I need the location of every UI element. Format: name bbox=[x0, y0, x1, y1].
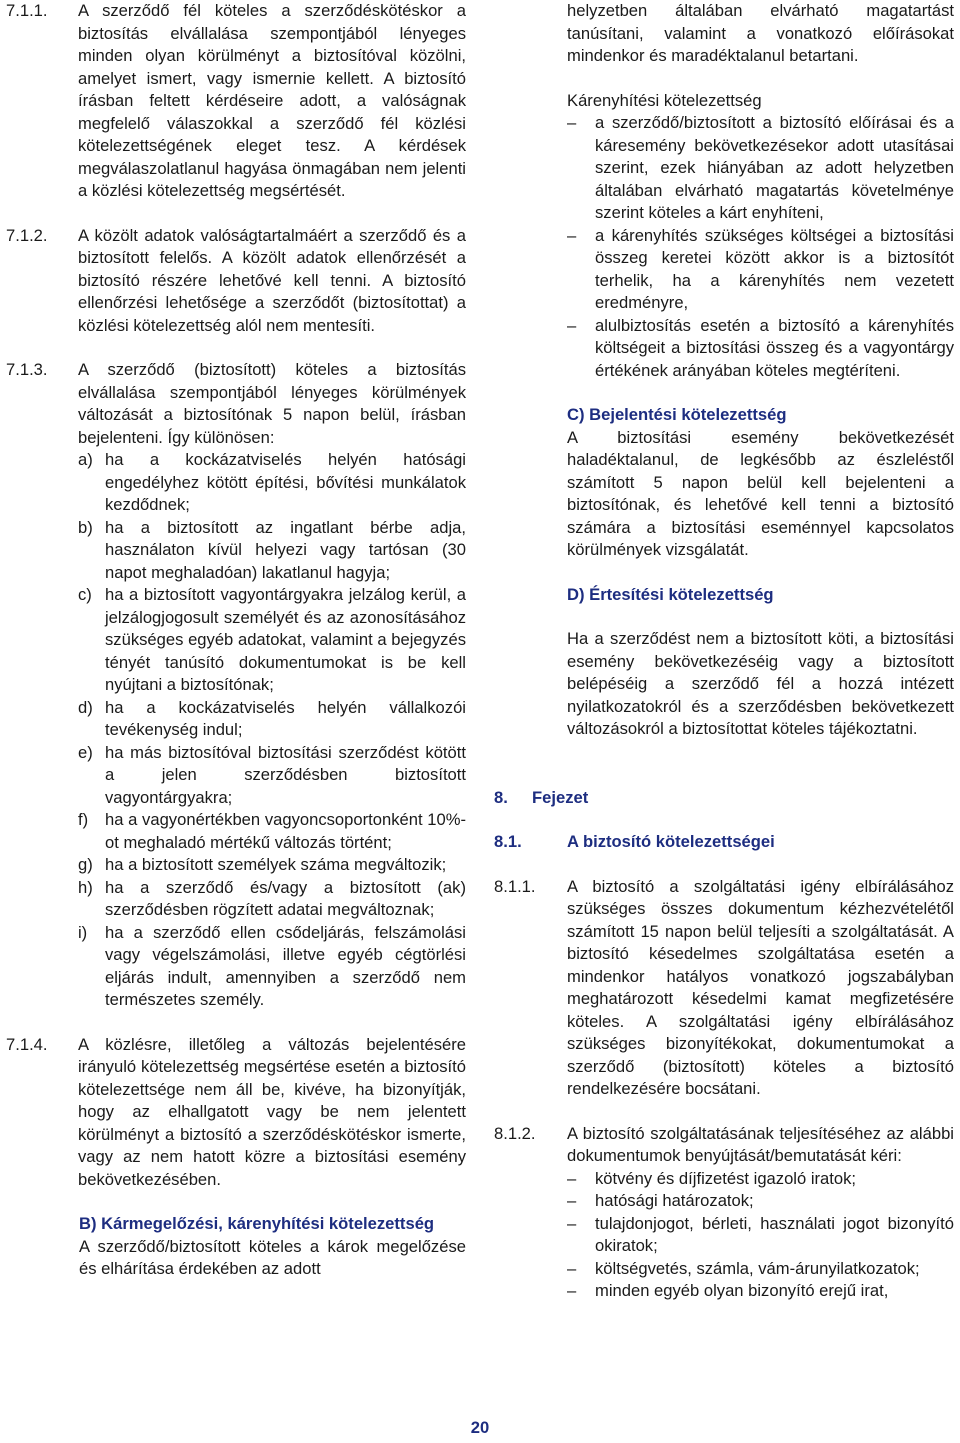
clause-number: 7.1.3. bbox=[6, 360, 48, 379]
list-marker: i) bbox=[78, 922, 88, 942]
list-item-text: ha a szerződő ellen csődeljárás, felszámolási vagy végelszámolási, illetve egyéb cégtörlési eljárás indult, amennyiben a szerződő nem természetes személy. bbox=[105, 922, 466, 1009]
right-column bbox=[494, 0, 954, 1303]
list-item-text: minden egyéb olyan bizonyító erejű irat, bbox=[595, 1281, 889, 1300]
section-d-text: Ha a szerződést nem a biztosított köti, a biztosítási esemény bekövetkezéséig vagy a biztosított belépéséig a szerződő fél a hozzá intézett nyilatkozatokról és a szerződésben bekövetkezett változásokról a biztosítottat köteles tájékoztatni. bbox=[567, 629, 954, 738]
clause-number: 8.1.1. bbox=[494, 876, 536, 896]
continued-text: helyzetben általában elvárható magatartást tanúsítani, valamint a vonatkozó előírásokat mindenkor és maradéktalanul betartani. bbox=[567, 1, 954, 65]
list-item bbox=[78, 877, 466, 922]
section-b-heading: B) Kármegelőzési, kárenyhítési kötelezettség bbox=[79, 1214, 435, 1233]
list-item bbox=[78, 697, 466, 742]
list-marker: – bbox=[567, 1281, 577, 1300]
list-marker: – bbox=[567, 113, 577, 132]
chapter-number: 8. bbox=[494, 787, 508, 807]
section-d-heading: D) Értesítési kötelezettség bbox=[567, 584, 774, 604]
clause-8-1-1 bbox=[494, 876, 954, 1101]
list-item-text: hatósági határozatok; bbox=[595, 1191, 754, 1210]
list-item-text: ha a biztosított vagyontárgyakra jelzálog kerül, a jelzálogjogosult személyét és az azonosításához szükséges egyéb adatokat, valamint a bejegyzés tényét tanúsító dokumentumokat is be kell nyújtani a biztosítónak; bbox=[105, 585, 466, 694]
clause-8-1-2 bbox=[494, 1123, 954, 1303]
section-b-text: A szerződő/biztosított köteles a károk megelőzése és elhárítása érdekében az adott bbox=[79, 1236, 466, 1278]
clause-text: A biztosító a szolgáltatási igény elbírálásához szükséges összes dokumentum kézhezvételétől számított 15 napon belül teljesíti a szolgáltatását. A biztosító késedelmes szolgáltatása esetén a mindenkor hatályos vonatkozó jogszabályban meghatározott késedelmi kamat megfizetésére köteles. A szolgáltatási igény elbírálásához szükséges bizonyítékokat, dokumentumokat a szerződő (biztosított) köteles a biztosító rendelkezésére bocsátani. bbox=[567, 876, 954, 1098]
clause-number: 7.1.4. bbox=[6, 1034, 48, 1054]
clause-text: A szerződő (biztosított) köteles a biztosítás elvállalása szempontjából lényeges körülmények változását a biztosítónak 5 napon belül, írásban bejelenteni. Így különösen: bbox=[78, 360, 466, 447]
clause-text: A közlésre, illetőleg a változás bejelentésére irányuló kötelezettség megsértése esetén a biztosító kötelezettsége nem áll be, kivéve, ha bizonyítják, hogy az elhallgatott vagy be nem jelentett körülményt a biztosító a szerződéskötéskor ismerte, vagy az nem hatott közre a biztosítási esemény bekövetkezésében. bbox=[78, 1034, 466, 1189]
list-item-text: ha más biztosítóval biztosítási szerződést kötött a jelen szerződésben biztosított vagyontárgyakra; bbox=[105, 742, 466, 807]
list-item-text: tulajdonjogot, bérleti, használati jogot bizonyító okiratok; bbox=[595, 1213, 954, 1255]
section-title: A biztosító kötelezettségei bbox=[567, 832, 775, 851]
list-marker: h) bbox=[78, 877, 93, 897]
list-item bbox=[78, 449, 466, 517]
list-item bbox=[567, 1190, 954, 1213]
clause-text: A szerződő fél köteles a szerződéskötéskor a biztosítás elvállalása szempontjából lényeges minden olyan körülményt a biztosítóval közölni, amelyet ismert, vagy ismernie kellett. A biztosító írásban feltett kérdéseire adott, a valóságnak megfelelő válaszokkal a szerződő fél közlési kötelezettségének eleget tesz. A kérdések megválaszolatlanul hagyása önmagában nem jelenti a közlési kötelezettség megsértését. bbox=[78, 1, 466, 200]
list-marker: – bbox=[567, 1213, 577, 1233]
list-item bbox=[567, 112, 954, 225]
list-marker: e) bbox=[78, 742, 93, 762]
clause-7-1-3 bbox=[6, 359, 466, 1012]
list-item bbox=[567, 315, 954, 383]
document-list bbox=[567, 1168, 954, 1303]
clause-7-1-2 bbox=[6, 225, 466, 338]
list-item-text: költségvetés, számla, vám-árunyilatkozatok; bbox=[595, 1258, 920, 1278]
section-c-text: A biztosítási esemény bekövetkezését haladéktalanul, de legkésőbb az észleléstől számított 5 napon belül kell bejelenteni a biztosítónak, és lehetővé kell tenni a biztosító számára a biztosítási eseménnyel kapcsolatos körülmények vizsgálatát. bbox=[567, 427, 954, 559]
list-marker: – bbox=[567, 1258, 577, 1278]
list-item-text: ha a szerződő és/vagy a biztosított (ak) szerződésben rögzített adatai megváltoznak; bbox=[105, 877, 466, 919]
list-marker: d) bbox=[78, 697, 93, 717]
list-marker: b) bbox=[78, 517, 93, 537]
list-item bbox=[78, 742, 466, 810]
list-marker: – bbox=[567, 1168, 577, 1188]
clause-7-1-4 bbox=[6, 1034, 466, 1192]
list-marker: – bbox=[567, 1191, 577, 1210]
list-marker: – bbox=[567, 225, 577, 245]
list-item-text: a kárenyhítés szükséges költségei a biztosítási összeg keretei között akkor is a biztosítót terhelik, ha a kárenyhítés nem vezetett eredményre, bbox=[595, 225, 954, 312]
list-item-text: a szerződő/biztosított a biztosító előírásai és a káresemény bekövetkezésekor adott utasításai szerint, ezek hiányában az adott helyzetben általában elvárható magatartás követelménye szerint köteles a kárt enyhíteni, bbox=[595, 113, 954, 222]
clause-number: 8.1.2. bbox=[494, 1123, 536, 1143]
clause-text: A közölt adatok valóságtartalmáért a szerződő és a biztosított felelős. A közölt adatok ellenőrzését a biztosító részére lehetővé kell tenni. A biztosító ellenőrzési lehetősége a szerződőt (biztosítottat) a közlési kötelezettség alól nem mentesíti. bbox=[78, 225, 466, 335]
list-item bbox=[78, 922, 466, 1012]
clause-number: 7.1.1. bbox=[6, 1, 48, 20]
karenyhitesi-title: Kárenyhítési kötelezettség bbox=[567, 90, 762, 110]
list-item bbox=[78, 517, 466, 585]
chapter-title: Fejezet bbox=[532, 787, 589, 807]
list-item bbox=[567, 1280, 954, 1303]
list-item bbox=[567, 1213, 954, 1258]
clause-number: 7.1.2. bbox=[6, 225, 48, 245]
change-list bbox=[78, 449, 466, 1012]
list-item bbox=[78, 809, 466, 854]
list-item-text: ha a kockázatviselés helyén vállalkozói tevékenység indul; bbox=[105, 697, 466, 739]
left-column bbox=[6, 0, 466, 1281]
list-item-text: ha a vagyonértékben vagyoncsoportonként 10%-ot meghaladó mértékű változás történt; bbox=[105, 810, 466, 852]
list-item bbox=[567, 1168, 954, 1191]
section-8-1-heading bbox=[494, 831, 954, 854]
list-marker: f) bbox=[78, 810, 89, 829]
list-item bbox=[78, 584, 466, 697]
list-item-text: kötvény és díjfizetést igazoló iratok; bbox=[595, 1168, 857, 1188]
list-item-text: ha a biztosított személyek száma megváltozik; bbox=[105, 855, 447, 874]
list-item bbox=[567, 225, 954, 315]
clause-text: A biztosító szolgáltatásának teljesítéséhez az alábbi dokumentumok benyújtását/bemutatását kéri: bbox=[567, 1123, 954, 1165]
karenyhitesi-list bbox=[567, 112, 954, 382]
list-item bbox=[78, 854, 466, 877]
list-marker: a) bbox=[78, 450, 93, 469]
list-marker: c) bbox=[78, 585, 92, 604]
list-item bbox=[567, 1258, 954, 1281]
page-number: 20 bbox=[470, 1418, 490, 1437]
list-marker: – bbox=[567, 315, 577, 335]
list-marker: g) bbox=[78, 855, 93, 874]
list-item-text: alulbiztosítás esetén a biztosító a kárenyhítés költségeit a biztosítási összeg és a vagyontárgy értékének arányában köteles megtéríteni. bbox=[595, 315, 954, 380]
section-c-heading: C) Bejelentési kötelezettség bbox=[567, 405, 787, 424]
chapter-8-heading bbox=[494, 787, 954, 810]
section-number: 8.1. bbox=[494, 832, 522, 851]
list-item-text: ha a kockázatviselés helyén hatósági engedélyhez kötött építési, bővítési munkálatok kezdődnek; bbox=[105, 450, 466, 514]
list-item-text: ha a biztosított az ingatlant bérbe adja, használaton kívül helyezi vagy tartósan (30 napot meghaladóan) lakatlanul hagyja; bbox=[105, 517, 466, 582]
clause-7-1-1 bbox=[6, 0, 466, 203]
